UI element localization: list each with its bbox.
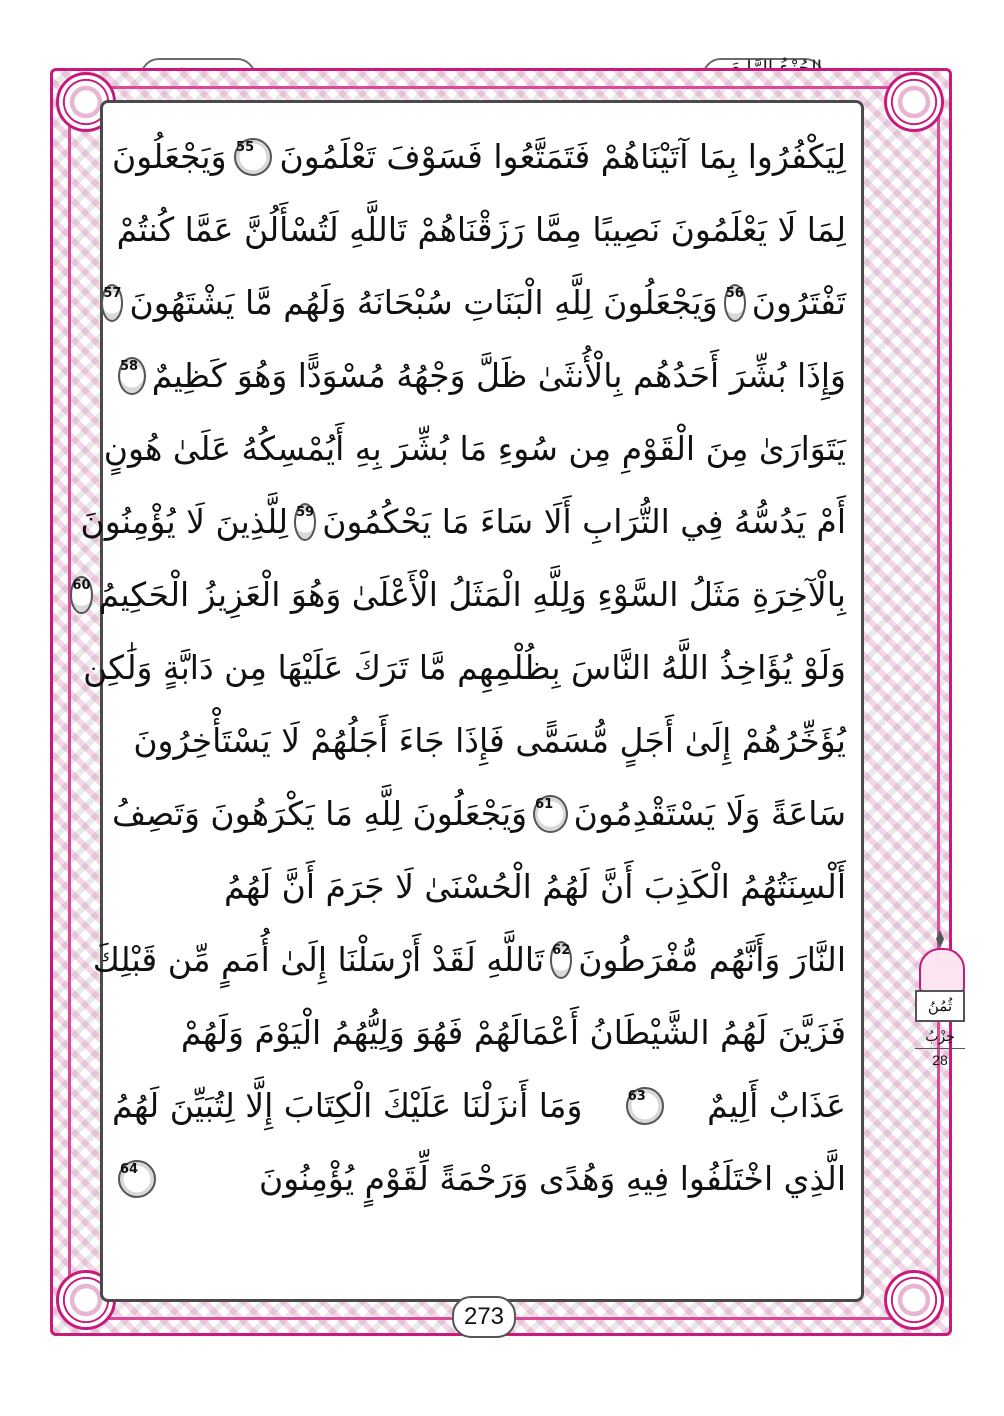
verse-text: وَلَوْ يُؤَاخِذُ اللَّهُ النَّاسَ بِظُلْمِهِم مَّا تَرَكَ عَلَيْهَا مِن دَابَّةٍ وَلَٰكِن: [83, 648, 846, 687]
corner-ornament-icon: [884, 72, 944, 132]
page-number: 273: [452, 1296, 516, 1338]
ayah-number-marker: 63: [626, 1087, 664, 1125]
ayah-number-marker: 64: [118, 1160, 156, 1198]
ayah-number-marker: 56: [724, 284, 746, 322]
verse-line: [112, 777, 846, 850]
verse-line: [103, 412, 846, 485]
verse-lines: [72, 120, 846, 1215]
verse-text: أَلْسِنَتُهُمُ الْكَذِبَ أَنَّ لَهُمُ الْحُسْنَىٰ لَا جَرَمَ أَنَّ لَهُمُ: [223, 867, 846, 906]
verse-line: [112, 996, 846, 1069]
verse-line: [112, 704, 846, 777]
verse-text: وَمَا أَنزَلْنَا عَلَيْكَ الْكِتَابَ إِلَّا لِتُبَيِّنَ لَهُمُ: [112, 1086, 583, 1125]
ayah-number-marker: 62: [550, 941, 572, 979]
verse-line: [112, 120, 846, 193]
verse-text: النَّارَ وَأَنَّهُم مُّفْرَطُونَ: [578, 940, 846, 979]
verse-text: الَّذِي اخْتَلَفُوا فِيهِ وَهُدًى وَرَحْمَةً لِّقَوْمٍ يُؤْمِنُونَ: [258, 1159, 846, 1198]
ayah-number-marker: 61: [533, 795, 567, 833]
verse-text: عَذَابٌ أَلِيمٌ: [707, 1086, 846, 1125]
hizb-fraction-label: ثُمُنُ: [915, 990, 965, 1022]
ayah-number-marker: 55: [234, 138, 272, 176]
hizb-dome-icon: [919, 948, 965, 992]
corner-ornament-icon: [884, 1270, 944, 1330]
verse-line: [103, 266, 846, 339]
verse-text: لِيَكْفُرُوا بِمَا آتَيْنَاهُمْ فَتَمَتَّعُوا فَسَوْفَ تَعْلَمُونَ: [279, 137, 846, 176]
verse-text: لِلَّذِينَ لَا يُؤْمِنُونَ: [80, 502, 289, 541]
verse-line: [72, 558, 846, 631]
verse-text: وَإِذَا بُشِّرَ أَحَدُهُم بِالْأُنثَىٰ ظَلَّ وَجْهُهُ مُسْوَدًّا وَهُوَ كَظِيمٌ: [151, 356, 846, 395]
verse-text: تَفْتَرُونَ: [751, 283, 846, 322]
hizb-number: 28: [915, 1048, 965, 1071]
verse-line: [83, 631, 846, 704]
verse-text: لِمَا لَا يَعْلَمُونَ نَصِيبًا مِمَّا رَزَقْنَاهُمْ تَاللَّهِ لَتُسْأَلُنَّ عَمَّا كُنتُمْ: [116, 210, 846, 249]
hizb-marker: [915, 930, 965, 1070]
verse-text: فَزَيَّنَ لَهُمُ الشَّيْطَانُ أَعْمَالَهُمْ فَهُوَ وَلِيُّهُمُ الْيَوْمَ وَلَهُمْ: [180, 1013, 846, 1052]
verse-text: يُؤَخِّرُهُمْ إِلَىٰ أَجَلٍ مُّسَمًّى فَإِذَا جَاءَ أَجَلُهُمْ لَا يَسْتَأْخِرُونَ: [133, 721, 846, 760]
verse-text: سَاعَةً وَلَا يَسْتَقْدِمُونَ: [573, 794, 846, 833]
ayah-number-marker: 57: [101, 284, 123, 322]
verse-line: [80, 485, 846, 558]
verse-text: تَاللَّهِ لَقَدْ أَرْسَلْنَا إِلَىٰ أُمَمٍ مِّن قَبْلِكَ: [92, 940, 545, 979]
verse-line: [112, 339, 846, 412]
hizb-finial-icon: [936, 930, 944, 948]
verse-line: [112, 1069, 846, 1142]
verse-text: يَتَوَارَىٰ مِنَ الْقَوْمِ مِن سُوءِ مَا بُشِّرَ بِهِ أَيُمْسِكُهُ عَلَىٰ هُونٍ: [103, 429, 846, 468]
verse-line: [92, 923, 846, 996]
hizb-word: حِزْبُ: [925, 1029, 955, 1045]
verse-text: وَيَجْعَلُونَ: [112, 137, 227, 176]
ayah-number-marker: 58: [118, 357, 146, 395]
verse-text: بِالْآخِرَةِ مَثَلُ السَّوْءِ وَلِلَّهِ الْمَثَلُ الْأَعْلَىٰ وَهُوَ الْعَزِيزُ الْحَكِيمُ: [98, 575, 846, 614]
verse-line: [112, 850, 846, 923]
verse-line: [112, 1142, 846, 1215]
ayah-number-marker: 59: [294, 503, 316, 541]
verse-text: وَيَجْعَلُونَ لِلَّهِ الْبَنَاتِ سُبْحَانَهُ وَلَهُم مَّا يَشْتَهُونَ: [129, 283, 718, 322]
verse-text: وَيَجْعَلُونَ لِلَّهِ مَا يَكْرَهُونَ وَتَصِفُ: [112, 794, 528, 833]
ayah-number-marker: 60: [70, 576, 92, 614]
verse-text: أَمْ يَدُسُّهُ فِي التُّرَابِ أَلَا سَاءَ مَا يَحْكُمُونَ: [322, 502, 846, 541]
verse-line: [112, 193, 846, 266]
